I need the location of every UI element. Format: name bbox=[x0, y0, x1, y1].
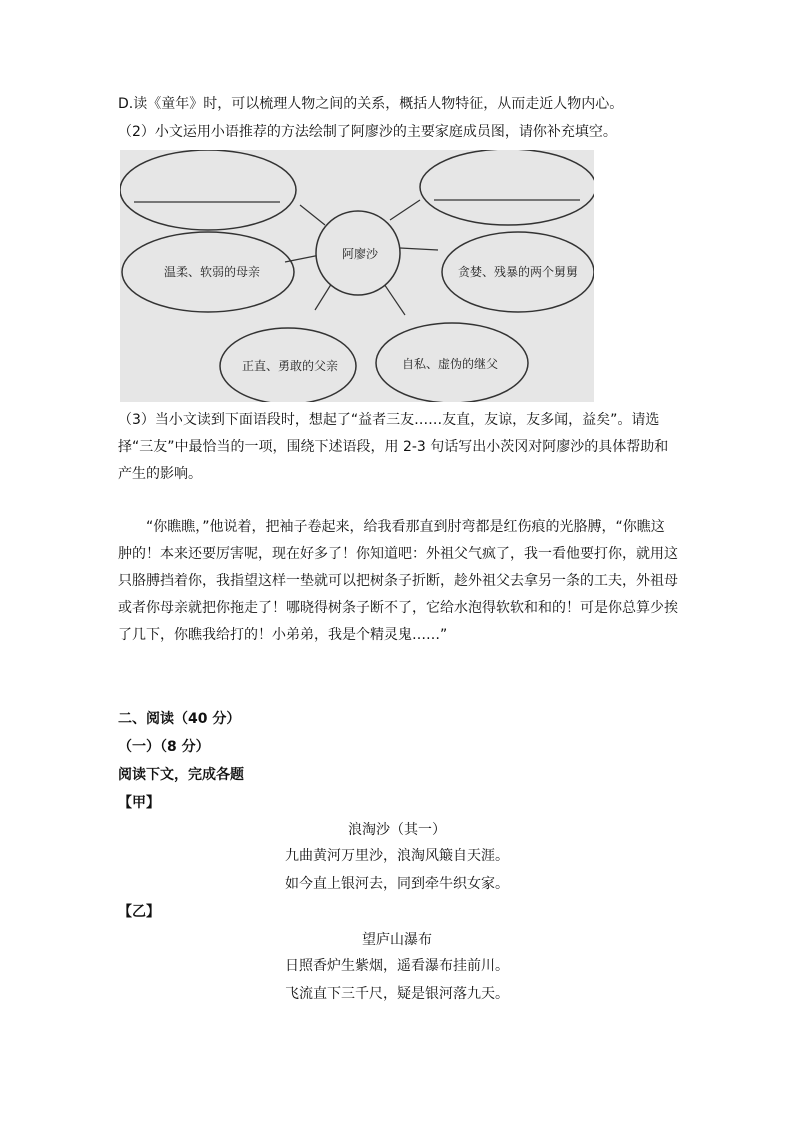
yi-marker: 【乙】 bbox=[118, 904, 160, 920]
poem-2-line-1: 日照香炉生紫烟，遥看瀑布挂前川。 bbox=[285, 958, 509, 974]
poem-2-line-2: 飞流直下三千尺，疑是银河落九天。 bbox=[285, 986, 509, 1002]
option-d-text: D.读《童年》时，可以梳理人物之间的关系，概括人物特征，从而走近人物内心。 bbox=[118, 96, 624, 112]
family-diagram bbox=[120, 150, 594, 402]
section-2-heading: 二、阅读（40 分） bbox=[118, 711, 241, 727]
poem-1-title: 浪淘沙（其一） bbox=[348, 822, 446, 838]
mother-label: 温柔、软弱的母亲 bbox=[163, 265, 261, 279]
question-3-text: （3）当小文读到下面语段时，想起了“益者三友……友直，友谅，友多闻，益矣”。请选择“三友”中最恰当的一项，围绕下述语段，用 2-3 句话写出小茨冈对阿廖沙的具体帮助和产生的影响。 bbox=[118, 412, 669, 482]
father-label: 正直、勇敢的父亲 bbox=[241, 359, 339, 373]
poem-1-line-2: 如今直上银河去，同到牵牛织女家。 bbox=[285, 876, 509, 892]
poem-2-title: 望庐山瀑布 bbox=[362, 932, 432, 948]
center-label: 阿廖沙 bbox=[341, 247, 379, 261]
passage-text: “你瞧瞧，”他说着，把袖子卷起来，给我看那直到肘弯都是红伤痕的光胳膊，“你瞧这肿的！本来还要厉害呢，现在好多了！你知道吧：外祖父气疯了，我一看他要打你，就用这只胳膊挡着你，我指望这样一垫就可以把树条子折断，趁外祖父去拿另一条的工夫，外祖母或者你母亲就把你拖走了！哪晓得树条子断不了，它给水泡得软软和和的！可是你总算少挨了几下，你瞧我给打的！小弟弟，我是个精灵鬼……” bbox=[118, 519, 678, 643]
uncles-label: 贪婪、残暴的两个舅舅 bbox=[457, 265, 579, 279]
poem-1-line-1: 九曲黄河万里沙，浪淘风簸自天涯。 bbox=[285, 848, 509, 864]
part-1-heading: （一）（8 分） bbox=[118, 739, 210, 755]
jia-marker: 【甲】 bbox=[118, 795, 160, 811]
instruction-text: 阅读下文，完成各题 bbox=[118, 767, 244, 783]
question-2-text: （2）小文运用小语推荐的方法绘制了阿廖沙的主要家庭成员图，请你补充填空。 bbox=[118, 124, 617, 140]
stepfather-label: 自私、虚伪的继父 bbox=[401, 357, 499, 371]
